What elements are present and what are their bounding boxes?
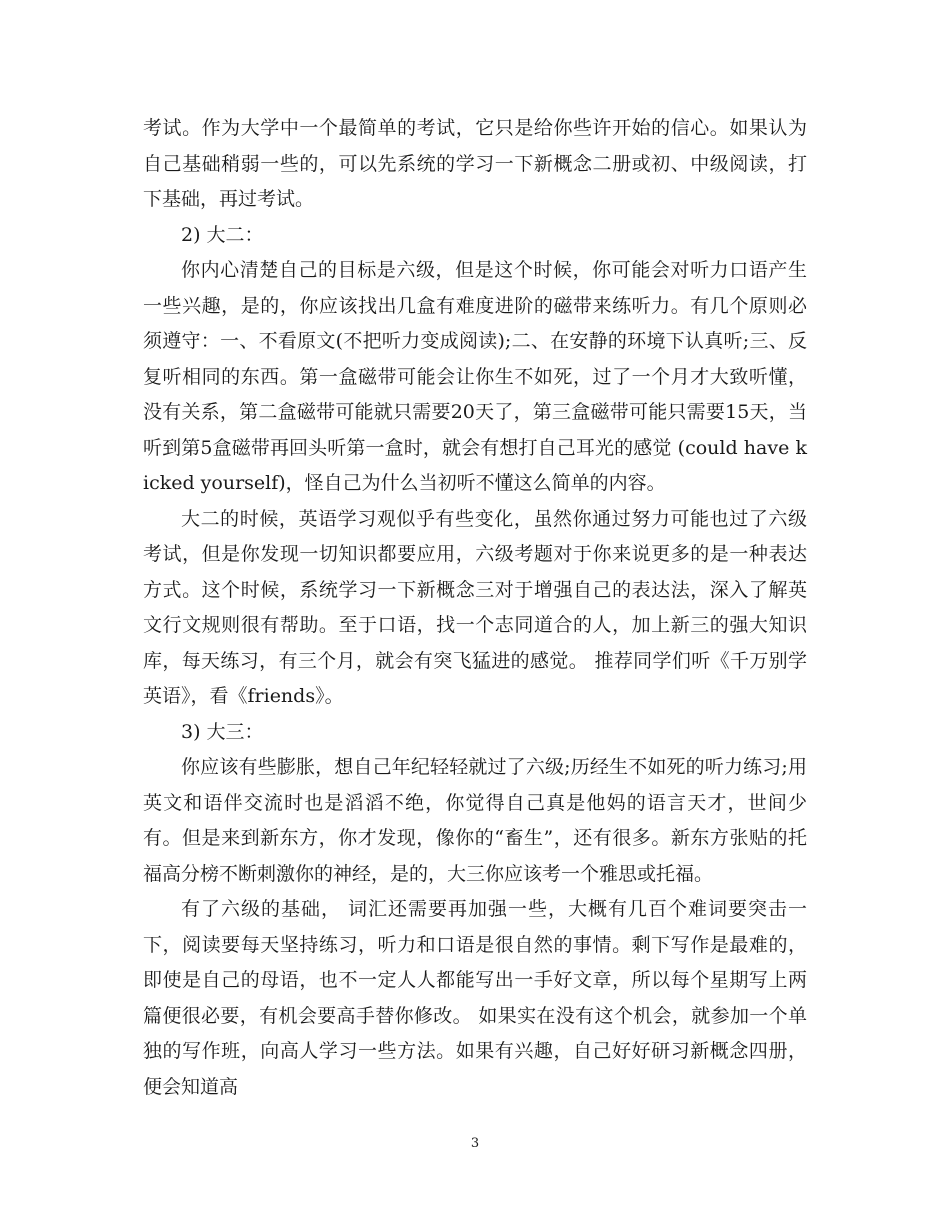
- document-body: [143, 111, 807, 1105]
- page-number: 3: [470, 1136, 480, 1151]
- section-heading-year-two: 2) 大二：: [181, 223, 264, 246]
- section-heading-year-three: 3) 大三：: [181, 720, 264, 743]
- paragraph-exam-goal: 你应该有些膨胀，想自己年纪轻轻就过了六级;历经生不如死的听力练习;用英文和语伴交流时也是滔滔不绝，你觉得自己真是他妈的语言天才，世间少有。但是来到新东方，你才发现，像你的“畜生”，还有很多。新东方张贴的托福高分榜不断刺激你的神经，是的，大三你应该考一个雅思或托福。: [143, 756, 807, 885]
- paragraph-continuation: 考试。作为大学中一个最简单的考试，它只是给你些许开始的信心。如果认为自己基础稍弱一些的，可以先系统的学习一下新概念二册或初、中级阅读，打下基础，再过考试。: [143, 117, 807, 210]
- paragraph-writing-advice: 有了六级的基础， 词汇还需要再加强一些，大概有几百个难词要突击一下，阅读要每天坚持练习，听力和口语是很自然的事情。剩下写作是最难的，即使是自己的母语，也不一定人人都能写出一手好文章，所以每个星期写上两篇便很必要，有机会要高手替你修改。 如果实在没有这个机会，就参加一个单独的写作班，向高人学习一些方法。如果有兴趣，自己好好研习新概念四册，便会知道高: [143, 898, 807, 1098]
- paragraph-listening-practice: 你内心清楚自己的目标是六级，但是这个时候，你可能会对听力口语产生一些兴趣，是的，你应该找出几盒有难度进阶的磁带来练听力。有几个原则必须遵守：一、不看原文(不把听力变成阅读);二、在安静的环境下认真听;三、反复听相同的东西。第一盒磁带可能会让你生不如死，过了一个月才大致听懂，没有关系，第二盒磁带可能就只需要20天了，第三盒磁带可能只需要15天，当听到第5盒磁带再回头听第一盒时，就会有想打自己耳光的感觉 (could have kicked yourself)，怪自己为什么当初听不懂这么简单的内容。: [143, 259, 807, 494]
- paragraph-expression-practice: 大二的时候，英语学习观似乎有些变化，虽然你通过努力可能也过了六级考试，但是你发现一切知识都要应用，六级考题对于你来说更多的是一种表达方式。这个时候，系统学习一下新概念三对于增强自己的表达法，深入了解英文行文规则很有帮助。至于口语，找一个志同道合的人，加上新三的强大知识库，每天练习，有三个月，就会有突飞猛进的感觉。 推荐同学们听《千万别学英语》，看《friends》。: [143, 507, 807, 707]
